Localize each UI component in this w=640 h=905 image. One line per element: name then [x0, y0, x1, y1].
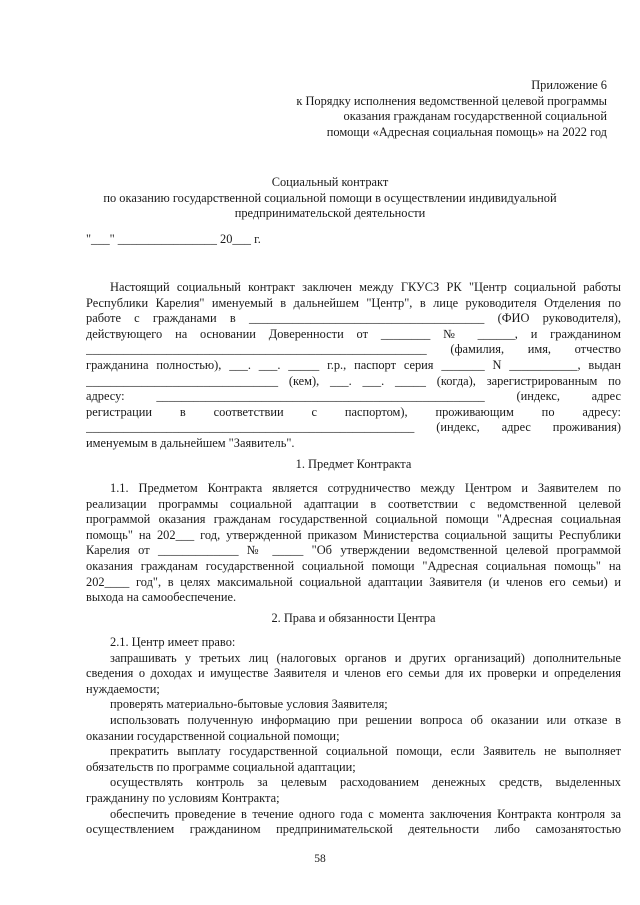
contract-title [80, 175, 580, 222]
preamble-line: регистрации в соответствии с паспортом), проживающим по адресу: [86, 404, 621, 419]
preamble-line: адресу: _____________________________________________________ (индекс, адрес [86, 389, 621, 404]
preamble-line: _______________________________ (кем), ___. ___. _____ (когда), зарегистрированным по [86, 373, 621, 388]
section-1-line: оказания гражданам государственной социальной помощи "Адресная социальная помощь" на [86, 558, 621, 573]
appendix-line: к Порядку исполнения ведомственной целевой программы [296, 93, 607, 108]
section-2-line: 2.1. Центр имеет право: [110, 635, 236, 649]
preamble [86, 280, 621, 452]
section-1-line: 1.1. Предметом Контракта является сотрудничество между Центром и Заявителем по [110, 481, 621, 495]
preamble-line: именуемым в дальнейшем "Заявитель". [86, 435, 295, 450]
section-2-line: обеспечить проведение в течение одного года с момента заключения Контракта контроля за [110, 806, 621, 821]
section-2-line: осуществлением гражданином предпринимательской деятельности либо самозанятостью [86, 822, 621, 837]
section-2-line: гражданину по условиям Контракта; [86, 790, 280, 805]
preamble-line: Настоящий социальный контракт заключен между ГКУСЗ РК "Центр социальной работы [110, 280, 621, 294]
section-1-body [86, 481, 621, 606]
section-2-line: сведения о доходах и имуществе Заявителя и членов его семьи для их проверки и определения [86, 666, 621, 681]
title-sub: по оказанию государственной социальной помощи в осуществлении индивидуальной [103, 190, 557, 205]
section-1-line: выхода на самообеспечение. [86, 590, 237, 605]
section-1-line: программой оказания гражданам государственной социальной помощи "Адресная социальная [86, 512, 621, 527]
section-2-line: оказании государственной социальной помощи; [86, 728, 340, 743]
page-number: 58 [314, 853, 326, 865]
title-sub: предпринимательской деятельности [234, 206, 426, 221]
section-2-line: прекратить выплату государственной социальной помощи, если Заявитель не выполняет [110, 744, 621, 759]
preamble-line: _____________________________________________________ (индекс, адрес проживания) [86, 420, 621, 435]
preamble-line: работе с гражданами в ______________________________________ (ФИО руководителя), [86, 311, 621, 326]
section-2-line: запрашивать у третьих лиц (налоговых органов и других организаций) дополнительные [110, 650, 621, 665]
appendix-line: помощи «Адресная социальная помощь» на 2022 год [326, 124, 607, 139]
contract-date-line: "___" ________________ 20___ г. [86, 232, 261, 246]
appendix-line: оказания гражданам государственной социальной [343, 109, 607, 124]
section-2-body [86, 635, 621, 838]
section-2-line: нуждаемости; [86, 681, 160, 696]
title-main: Социальный контракт [271, 175, 389, 189]
section-2-line: проверять материально-бытовые условия Заявителя; [110, 697, 388, 712]
preamble-line: _______________________________________________________ (фамилия, имя, отчество [86, 342, 621, 357]
preamble-line: гражданина полностью), ___. ___. _____ г.р., паспорт серия _______ N ___________, выдан [86, 357, 621, 372]
section-1-heading: 1. Предмет Контракта [295, 457, 412, 471]
appendix-number: Приложение 6 [531, 78, 607, 92]
appendix-header [296, 78, 607, 140]
section-1-line: помощь" на 202___ год, утвержденной приказом Министерства социальной защиты Республики [86, 527, 621, 542]
section-1-line: реализации программы социальной адаптации в соответствии с ведомственной целевой [86, 496, 621, 511]
section-1-line: 202____ год", в целях максимальной социальной адаптации Заявителя (и членов его семьи) и [86, 574, 621, 589]
section-2-heading: 2. Права и обязанности Центра [271, 611, 436, 625]
section-2-line: осуществлять контроль за целевым расходованием денежных средств, выделенных [110, 775, 621, 790]
preamble-line: Республики Карелия" именуемый в дальнейшем "Центр", в лице руководителя Отделения по [86, 295, 621, 310]
section-2-line: обязательств по программе социальной адаптации; [86, 759, 356, 774]
preamble-line: действующего на основании Доверенности от ________ № ______, и гражданином [86, 326, 621, 341]
section-1-line: Карелия от _____________ № _____ "Об утверждении ведомственной целевой программой [86, 543, 621, 558]
section-2-line: использовать полученную информацию при решении вопроса об оказании или отказе в [110, 712, 621, 727]
